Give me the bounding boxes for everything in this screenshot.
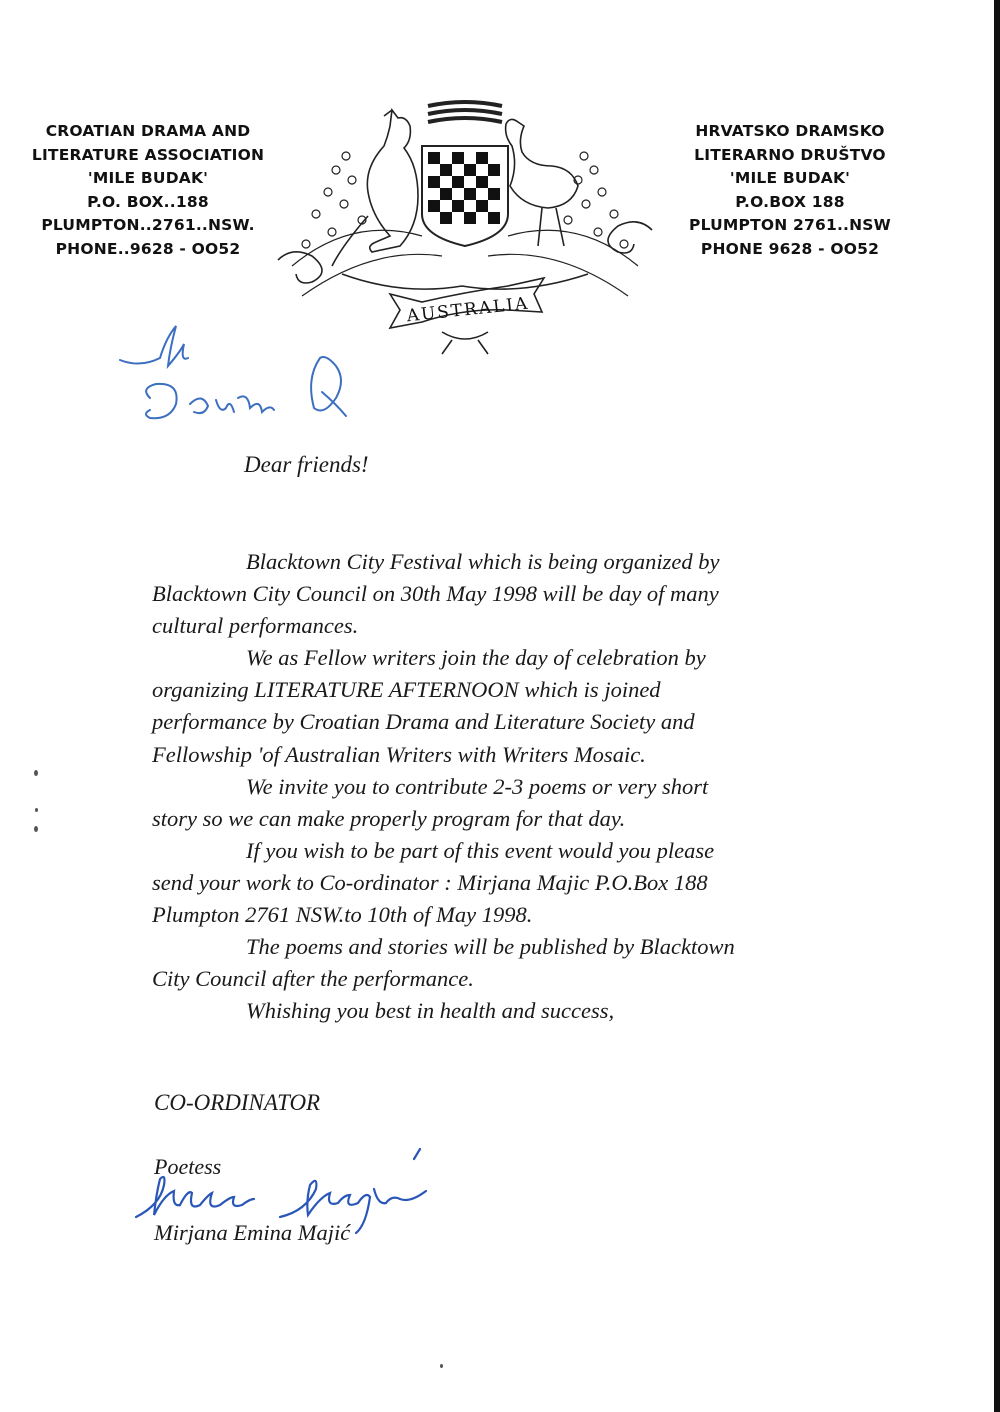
text-line: performance by Croatian Drama and Literature Society and: [152, 709, 695, 735]
letterhead-line: P.O.BOX 188: [735, 192, 845, 211]
closing-title: CO-ORDINATOR: [154, 1090, 321, 1115]
signatory-role: Poetess: [154, 1154, 222, 1179]
text-line: City Council after the performance.: [152, 966, 474, 992]
letterhead-line: P.O. BOX..188: [87, 192, 209, 211]
handwritten-signature: [130, 1145, 450, 1235]
letterhead-line: 'MILE BUDAK': [87, 169, 209, 187]
text-line: organizing LITERATURE AFTERNOON which is joined: [152, 677, 661, 703]
text-line: If you wish to be part of this event would you please: [246, 837, 715, 863]
text-line: cultural performances.: [152, 613, 359, 639]
letterhead-line: PLUMPTON..2761..NSW.: [41, 216, 255, 234]
scan-speck: [35, 808, 38, 812]
paragraph: [152, 835, 897, 931]
scan-speck: [34, 826, 38, 832]
text-line: Plumpton 2761 NSW.to 10th of May 1998.: [152, 902, 533, 928]
text-line: Blacktown City Council on 30th May 1998 will be day of many: [152, 581, 719, 607]
text-line: Fellowship 'of Australian Writers with Writers Mosaic.: [152, 741, 646, 767]
text-line: story so we can make properly program for that day.: [152, 805, 626, 831]
scan-speck: [440, 1364, 443, 1368]
letterhead-croatian: [686, 120, 894, 261]
letter-body: [152, 546, 897, 1027]
scan-speck: [34, 770, 38, 776]
signatory-name: Mirjana Emina Majić: [154, 1220, 351, 1245]
letterhead-english: [30, 120, 266, 261]
paragraph: [152, 995, 897, 1027]
letterhead-line: 'MILE BUDAK': [729, 169, 851, 187]
paragraph: [152, 771, 897, 835]
scan-edge: [994, 0, 1000, 1412]
paragraph: [152, 642, 897, 770]
text-line: Blacktown City Festival which is being organized by: [246, 549, 720, 574]
letterhead-line: PHONE..9628 - OO52: [55, 239, 241, 258]
paragraph: [152, 546, 897, 642]
letterhead-line: PLUMPTON 2761..NSW: [689, 216, 891, 234]
text-line: Whishing you best in health and success,: [246, 998, 615, 1024]
letterhead-line: LITERATURE ASSOCIATION: [31, 145, 265, 164]
text-line: We invite you to contribute 2-3 poems or very short: [246, 773, 709, 799]
text-line: send your work to Co-ordinator : Mirjana Majic P.O.Box 188: [152, 869, 708, 895]
handwritten-annotation: [110, 318, 390, 438]
text-line: We as Fellow writers join the day of celebration by: [246, 645, 706, 671]
letterhead-line: HRVATSKO DRAMSKO: [695, 122, 885, 140]
letterhead-line: CROATIAN DRAMA AND: [45, 122, 251, 140]
crest-banner-text: AUSTRALIA: [405, 293, 531, 327]
letterhead-line: PHONE 9628 - OO52: [700, 239, 880, 258]
salutation: Dear friends!: [244, 452, 369, 477]
text-line: The poems and stories will be published by Blacktown: [246, 934, 735, 960]
letterhead-line: LITERARNO DRUŠTVO: [694, 145, 886, 164]
paragraph: [152, 931, 897, 995]
